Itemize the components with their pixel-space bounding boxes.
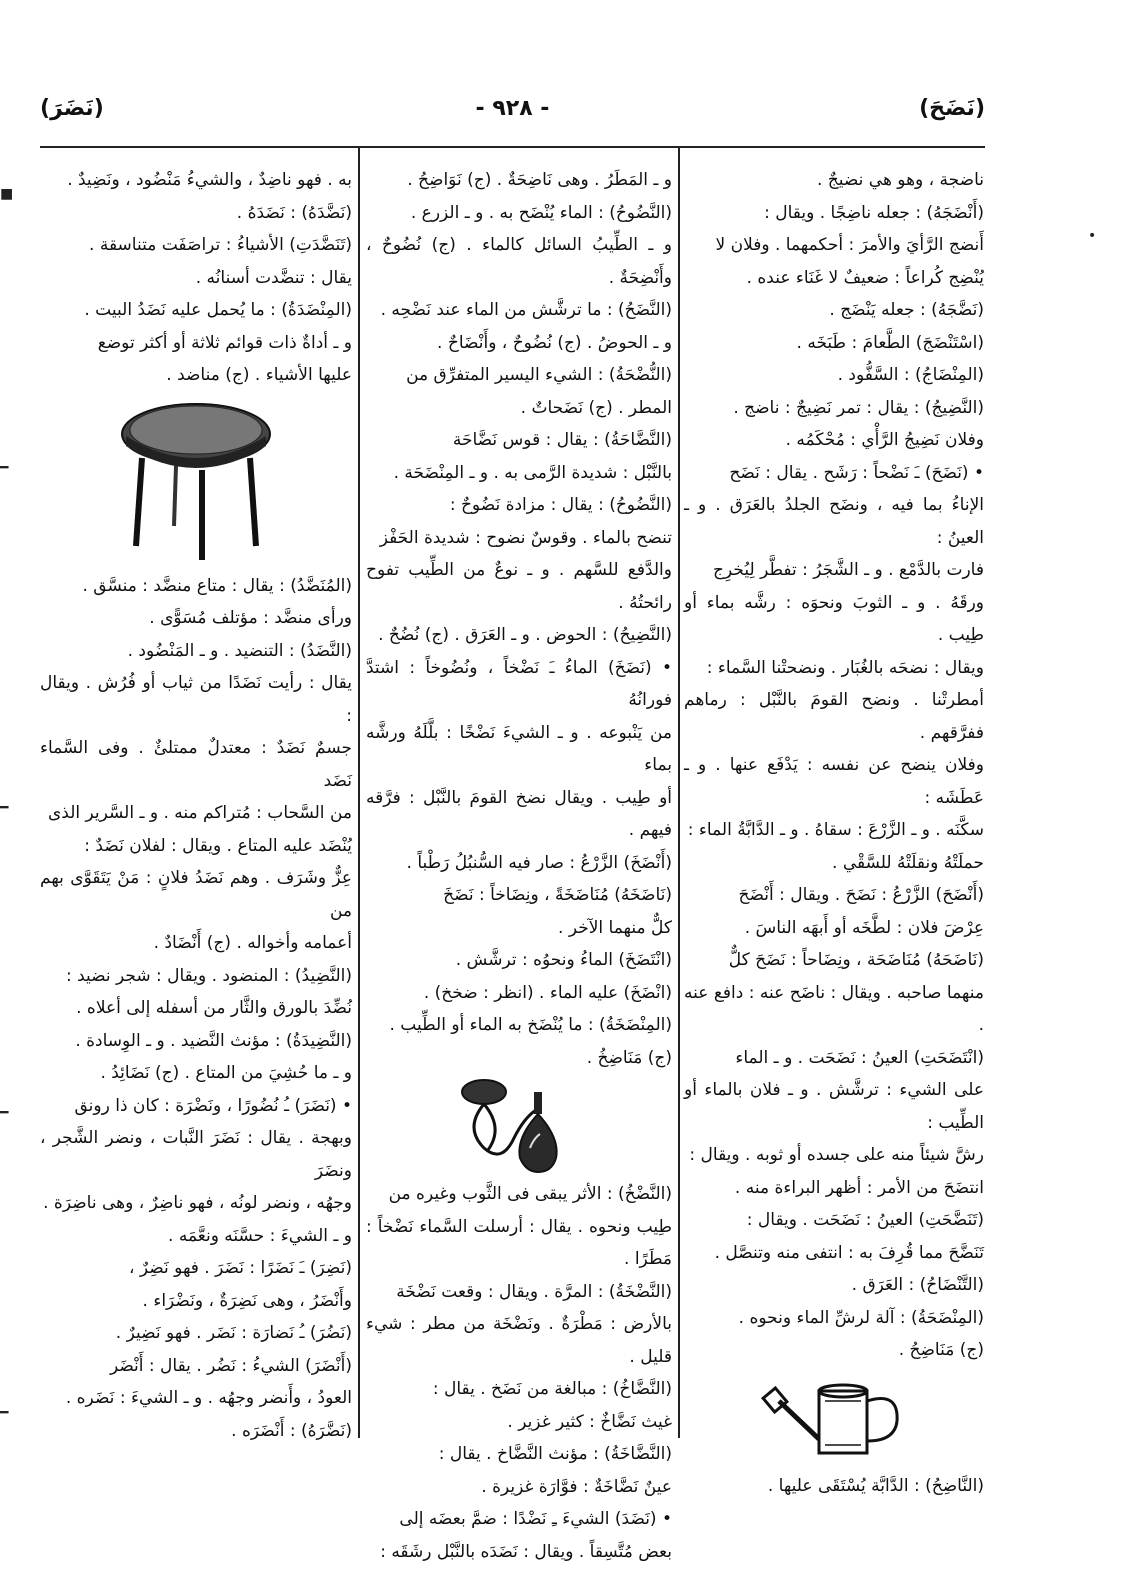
- entry-line: حملَتْهُ ونقلَتْهُ للسَّقْي .: [832, 852, 984, 873]
- entry-line: (النَّضِيدَةُ) : مؤنث النَّضيد . و ـ الوِسادة .: [75, 1030, 352, 1051]
- entry-line: (نَضَّجَهُ) : جعله يَنْضَج .: [829, 300, 984, 320]
- entry-line: تنضح بالماء . وقوسٌ نضوح : شديدة الحَفْز: [379, 527, 672, 548]
- header-right-word: (نَضَحَ): [919, 96, 985, 121]
- entry-line: (تَنَضَّحَتِ) العينُ : نَضَحَت . ويقال :: [746, 1210, 984, 1230]
- entry-line: جسمٌ نَضَدٌ : معتدلٌ ممتلئٌ . وفى السَّماء نَضَد: [40, 738, 352, 791]
- entry-line: (المِنْضَخَةُ) : ما يُنْضَخ به الماء أو الطِّيب .: [389, 1015, 672, 1035]
- entry-line: (نَضَّدَهُ) : نَضَدَهُ .: [236, 202, 352, 223]
- entry-line: (أَنْضَخَ) الزَّرْعُ : صار فيه السُّنبُلُ رَطْباً .: [406, 852, 672, 873]
- entry-line: (أَنْضَرَ) الشيءُ : نَضُر . يقال : أَنْضَر: [109, 1355, 352, 1376]
- entry-line: (نَضِرَ) ـَ نَضَرًا : نَضَرَ . فهو نَضِرٌ ،: [129, 1258, 352, 1278]
- entry-line: أَنضج الرَّأيَ والأمرَ : أحكمهما . وفلان لا: [715, 235, 984, 255]
- entry-line: ورأى منضَّد : مؤتلف مُسَوًّى .: [149, 608, 352, 628]
- entry-line: (نَاضَخَهُ) مُنَاضَخَةً ، ونِضَاخاً : نَضَخَ: [443, 885, 672, 905]
- entry-line: وفلان ينضح عن نفسه : يَدْفَع عنها . و ـ عَطَشَه :: [684, 755, 984, 808]
- entry-line: والدَّفع للسَّهم . و ـ نوعٌ من الطِّيب تفوح رائحتُهُ .: [366, 560, 672, 613]
- entry-line: (ج) مَنَاضِخُ .: [586, 1047, 672, 1068]
- entry-line: يُنْضَد عليه المتاع . ويقال : لفلان نَضَدٌ :: [84, 835, 352, 856]
- entry-line: عليها الأشياء . (ج) مناضد .: [166, 365, 352, 385]
- entry-line: (المِنْضَحَةُ) : آلة لرشِّ الماء ونحوه .: [738, 1307, 984, 1328]
- entry-line: (نَضَّرَهُ) : أَنْضَرَه .: [231, 1420, 352, 1441]
- scan-mark: ━: [0, 1105, 9, 1121]
- entry-line: (النُّضْحَةُ) : الشيء اليسير المتفرِّق من: [406, 365, 672, 385]
- entry-line: وجهُه ، ونضر لونُه ، فهو ناضِرٌ ، وهى ناضِرَة .: [43, 1193, 352, 1213]
- entry-line: وفلان نَضِيجُ الرَّأْي : مُحْكَمُه .: [785, 430, 984, 450]
- entry-line: (التَّنْضَاحُ) : العَرَق .: [851, 1275, 984, 1295]
- entry-line: و ـ ما حُشِيَ من المتاع . (ج) نَضَائِدُ .: [100, 1063, 352, 1083]
- entry-line: المطر . (ج) نَضَحاتٌ .: [520, 397, 672, 418]
- table-illustration: [116, 396, 276, 566]
- entry-line: (النَّضَدُ) : التنضيد . و ـ المَنْضُود .: [127, 640, 352, 661]
- page-header: [40, 96, 985, 136]
- entry-line: (انْتَضَحَتِ) العينُ : نَضَحَت . و ـ الماء: [735, 1047, 984, 1068]
- entry-line: (المِنْضَدَةُ) : ما يُحمل عليه نَضَدُ البيت .: [84, 300, 352, 320]
- column-divider-right: [678, 148, 680, 1438]
- entry-line: يُنْضِج كُراعاً : ضعيفٌ لا غَنَاء عنده .: [746, 267, 984, 288]
- watering-can-illustration: [759, 1371, 909, 1466]
- entry-line: و ـ أداةٌ ذات قوائم ثلاثة أو أكثر توضع: [97, 332, 352, 353]
- entry-line: على الشيء : ترشَّش . و ـ فلان بالماء أو الطِّيب :: [684, 1080, 984, 1133]
- entry-line: عِزٌّ وشَرَف . وهم نَضَدُ فلانٍ : مَنْ يَتَقَوَّى بهم من: [40, 868, 352, 921]
- entry-line: (المِنْضَاجُ) : السَّفُّود .: [837, 365, 984, 385]
- entry-line: (النَّضِيدُ) : المنضود . ويقال : شجر نضيد :: [65, 965, 352, 986]
- entry-line: (ج) مَنَاضِحُ .: [898, 1340, 984, 1360]
- page-number: - ٩٢٨ -: [475, 96, 550, 121]
- entry-line: يقال : تنضَّدت أسنانُه .: [195, 267, 352, 288]
- entry-line: سكَّنَه . و ـ الزَّرْعَ : سقاهُ . و ـ الدَّابَّةُ الماء :: [687, 820, 984, 840]
- entry-line: أو طِيب . ويقال نضخ القومَ بالنَّبْل : فرَّقه فيهم .: [366, 787, 672, 840]
- header-rule: [40, 146, 985, 148]
- column-left: [40, 164, 352, 1447]
- entry-line: فارت بالدَّمْع . و ـ الشَّجَرُ : تفطَّر لِيُخرِج: [713, 560, 984, 580]
- scan-mark: ━: [0, 460, 9, 476]
- column-divider-left: [358, 148, 360, 1438]
- entry-line: بالنَّبْل : شديدة الرَّمى به . و ـ المِنْضَحَة .: [393, 462, 672, 483]
- entry-line: (اسْتَنْضَجَ) الطَّعامَ : طَبَخَه .: [796, 332, 984, 353]
- entry-line: (النَّضْخُ) : الأثر يبقى فى الثَّوب وغيره من: [388, 1184, 672, 1204]
- entry-line: عِرْضَ فلان : لطَّخَه أو أَبهَه الناسَ .: [744, 917, 984, 938]
- scan-mark: ■: [0, 186, 14, 202]
- entry-line: كلٌّ منهما الآخر .: [558, 917, 672, 938]
- entry-line: (النَّضُوحُ) : يقال : مزادة نَضُوحٌ :: [449, 495, 672, 515]
- entry-line: العودُ ، وأَنضر وجهُه . و ـ الشيءَ : نَضَره .: [65, 1388, 352, 1408]
- entry-line: من يَنْبوعه . و ـ الشيءَ نَضْخًا : بلَّلَهُ ورشَّه بماء: [366, 722, 672, 775]
- entry-line: نُضِّدَ بالورق والثَّار من أسفله إلى أعلاه .: [76, 998, 352, 1018]
- entry-line: • (نَضَخَ) الماءُ ـَ نَضْخاً ، ونُضُوخاً : اشتدَّ فورانُهُ: [366, 657, 672, 710]
- entry-line: (نَضُرَ) ـُ نَضارَة : نَضَر . فهو نَضِيرٌ .: [115, 1323, 352, 1343]
- entry-line: (انْضَخَ) عليه الماء . (انظر : ضخخ) .: [423, 982, 672, 1003]
- entry-line: ناضجة ، وهو هي نضيجٌ .: [816, 170, 984, 190]
- entry-line: طِيب ونحوه . يقال : أرسلت السَّماء نَضْخاً : مَطَرًا .: [366, 1216, 672, 1269]
- entry-line: بالأرض : مَطْرَةٌ . ونَضْخَة من مطر : شيء قليل .: [366, 1314, 672, 1367]
- entry-line: و ـ المَطَرُ . وهى نَاضِحَةٌ . (ج) نَوَاضِحُ .: [407, 170, 672, 190]
- entry-line: أعمامه وأخواله . (ج) أَنْضَادٌ .: [153, 933, 352, 953]
- scan-mark: ━: [0, 1405, 9, 1421]
- entry-line: (نَاضَحَهُ) مُنَاضَحَة ، ونِضَاحاً : نَضَحَ كلٌّ: [728, 950, 984, 970]
- entry-line: (النَّضِيجُ) : يقال : تمر نَضِيجٌ : ناضج .: [733, 397, 984, 418]
- entry-line: يقال : رأيت نَضَدًا من ثياب أو فُرُش . ويقال :: [40, 673, 352, 726]
- scan-mark: ━: [0, 800, 9, 816]
- entry-line: (النَّضَحُ) : ما ترشَّش من الماء عند نَضْحِه .: [380, 300, 672, 320]
- entry-line: (النَّضِيحُ) : الحوض . و ـ العَرَق . (ج) نُضُحٌ .: [378, 625, 672, 645]
- entry-line: منهما صاحبه . ويقال : ناضَح عنه : دافع عنه .: [684, 982, 984, 1035]
- entry-line: ورقَهُ . و ـ الثوبَ ونحوَه : رشَّه بماء أو طِيب .: [684, 592, 984, 645]
- entry-line: عينٌ نَضَّاخَةٌ : فوَّارَة غزيرة .: [481, 1476, 672, 1497]
- entry-line: و ـ الشيءَ : حسَّنَه ونعَّمَه .: [168, 1225, 352, 1246]
- entry-line: غيث نَضَّاخٌ : كثير غزير .: [507, 1411, 672, 1432]
- entry-line: انتضَحَ من الأمر : أظهر البراءة منه .: [734, 1177, 984, 1198]
- entry-line: (انْتَضَخَ) الماءُ ونحوُه : ترشَّش .: [455, 950, 672, 970]
- column-middle: [366, 164, 672, 1568]
- perfume-sprayer-illustration: [454, 1078, 584, 1174]
- entry-line: (النَّضَّاخَةُ) : مؤنث النَّضَّاخ . يقال :: [438, 1444, 672, 1464]
- entry-line: أمطرتْنا . ونضح القومَ بالنَّبْل : رماهم ففرَّقهم .: [684, 690, 984, 743]
- entry-line: وأَنْضَرُ ، وهى نَضِرَةٌ ، ونَضْرَاء .: [142, 1290, 352, 1311]
- entry-line: و ـ الحوضُ . (ج) نُضُوحٌ ، وأَنْضَاحٌ .: [437, 332, 672, 353]
- entry-line: (النَّضَّاخُ) : مبالغة من نَضَخ . يقال :: [432, 1379, 672, 1399]
- entry-line: (تَنَضَّدَتِ) الأشياءُ : تراصَفَت متناسقة .: [89, 235, 352, 255]
- entry-line: الإناءُ بما فيه ، ونضَح الجلدُ بالعَرَق . و ـ العينُ :: [684, 495, 984, 548]
- entry-line: (النَّضَّاحَةُ) : يقال : قوس نَضَّاحَة: [452, 430, 672, 450]
- entry-line: به . فهو ناضِدٌ ، والشيءُ مَنْضُود ، ونَضِيدٌ .: [67, 170, 352, 190]
- entry-line: من السَّحاب : مُتراكم منه . و ـ السَّرير الذى: [47, 803, 352, 823]
- entry-line: تَنَضَّحَ مما قُرِفَ به : انتفى منه وتنصَّل .: [714, 1242, 984, 1263]
- entry-line: و ـ الطِّيبُ السائل كالماء . (ج) نُضُوحٌ ، وأَنْضِحَةٌ .: [366, 235, 672, 288]
- header-left-word: (نَضَرَ): [40, 96, 104, 121]
- entry-line: (النَّاضِحُ) : الدَّابَّة يُسْتَقَى عليها .: [767, 1475, 984, 1496]
- entry-line: ويقال : نضحَه بالغُبَار . ونضحتْنا السَّماء :: [706, 657, 984, 678]
- scan-mark: •: [1088, 228, 1097, 244]
- entry-line: رشَّ شيئاً منه على جسده أو ثوبه . ويقال :: [689, 1145, 984, 1165]
- entry-line: • (نَضَدَ) الشيءَ ـِ نَضْدًا : ضمَّ بعضَه إلى: [399, 1509, 672, 1529]
- entry-line: • (نَضَرَ) ـُ نُضُورًا ، ونَضْرَة : كان ذا رونق: [74, 1095, 352, 1116]
- entry-line: (المُنَضَّدُ) : يقال : متاع منضَّد : منسَّق .: [82, 575, 352, 596]
- entry-line: بعض مُتَّسِقاً . ويقال : نَضَدَه بالنَّبْل رشَقَه :: [380, 1541, 672, 1562]
- entry-line: (أَنْضَحَ) الزَّرْعُ : نَضَحَ . ويقال : أَنْضَحَ: [738, 885, 984, 905]
- entry-line: • (نَضَحَ) ـَ نَضْحاً : رَشَح . يقال : نَضَح: [729, 462, 984, 483]
- column-right: [684, 164, 984, 1502]
- entry-line: (النَّضْخَةُ) : المرَّة . ويقال : وقعت نَضْخَة: [396, 1281, 672, 1302]
- entry-line: وبهجة . يقال : نَضَرَ النَّبات ، ونضر الشَّجر ، ونضَرَ: [40, 1128, 352, 1181]
- entry-line: (النَّضُوحُ) : الماء يُنْضَح به . و ـ الزرع .: [410, 202, 672, 223]
- entry-line: (أَنْضَجَهُ) : جعله ناضِجًا . ويقال :: [764, 202, 984, 223]
